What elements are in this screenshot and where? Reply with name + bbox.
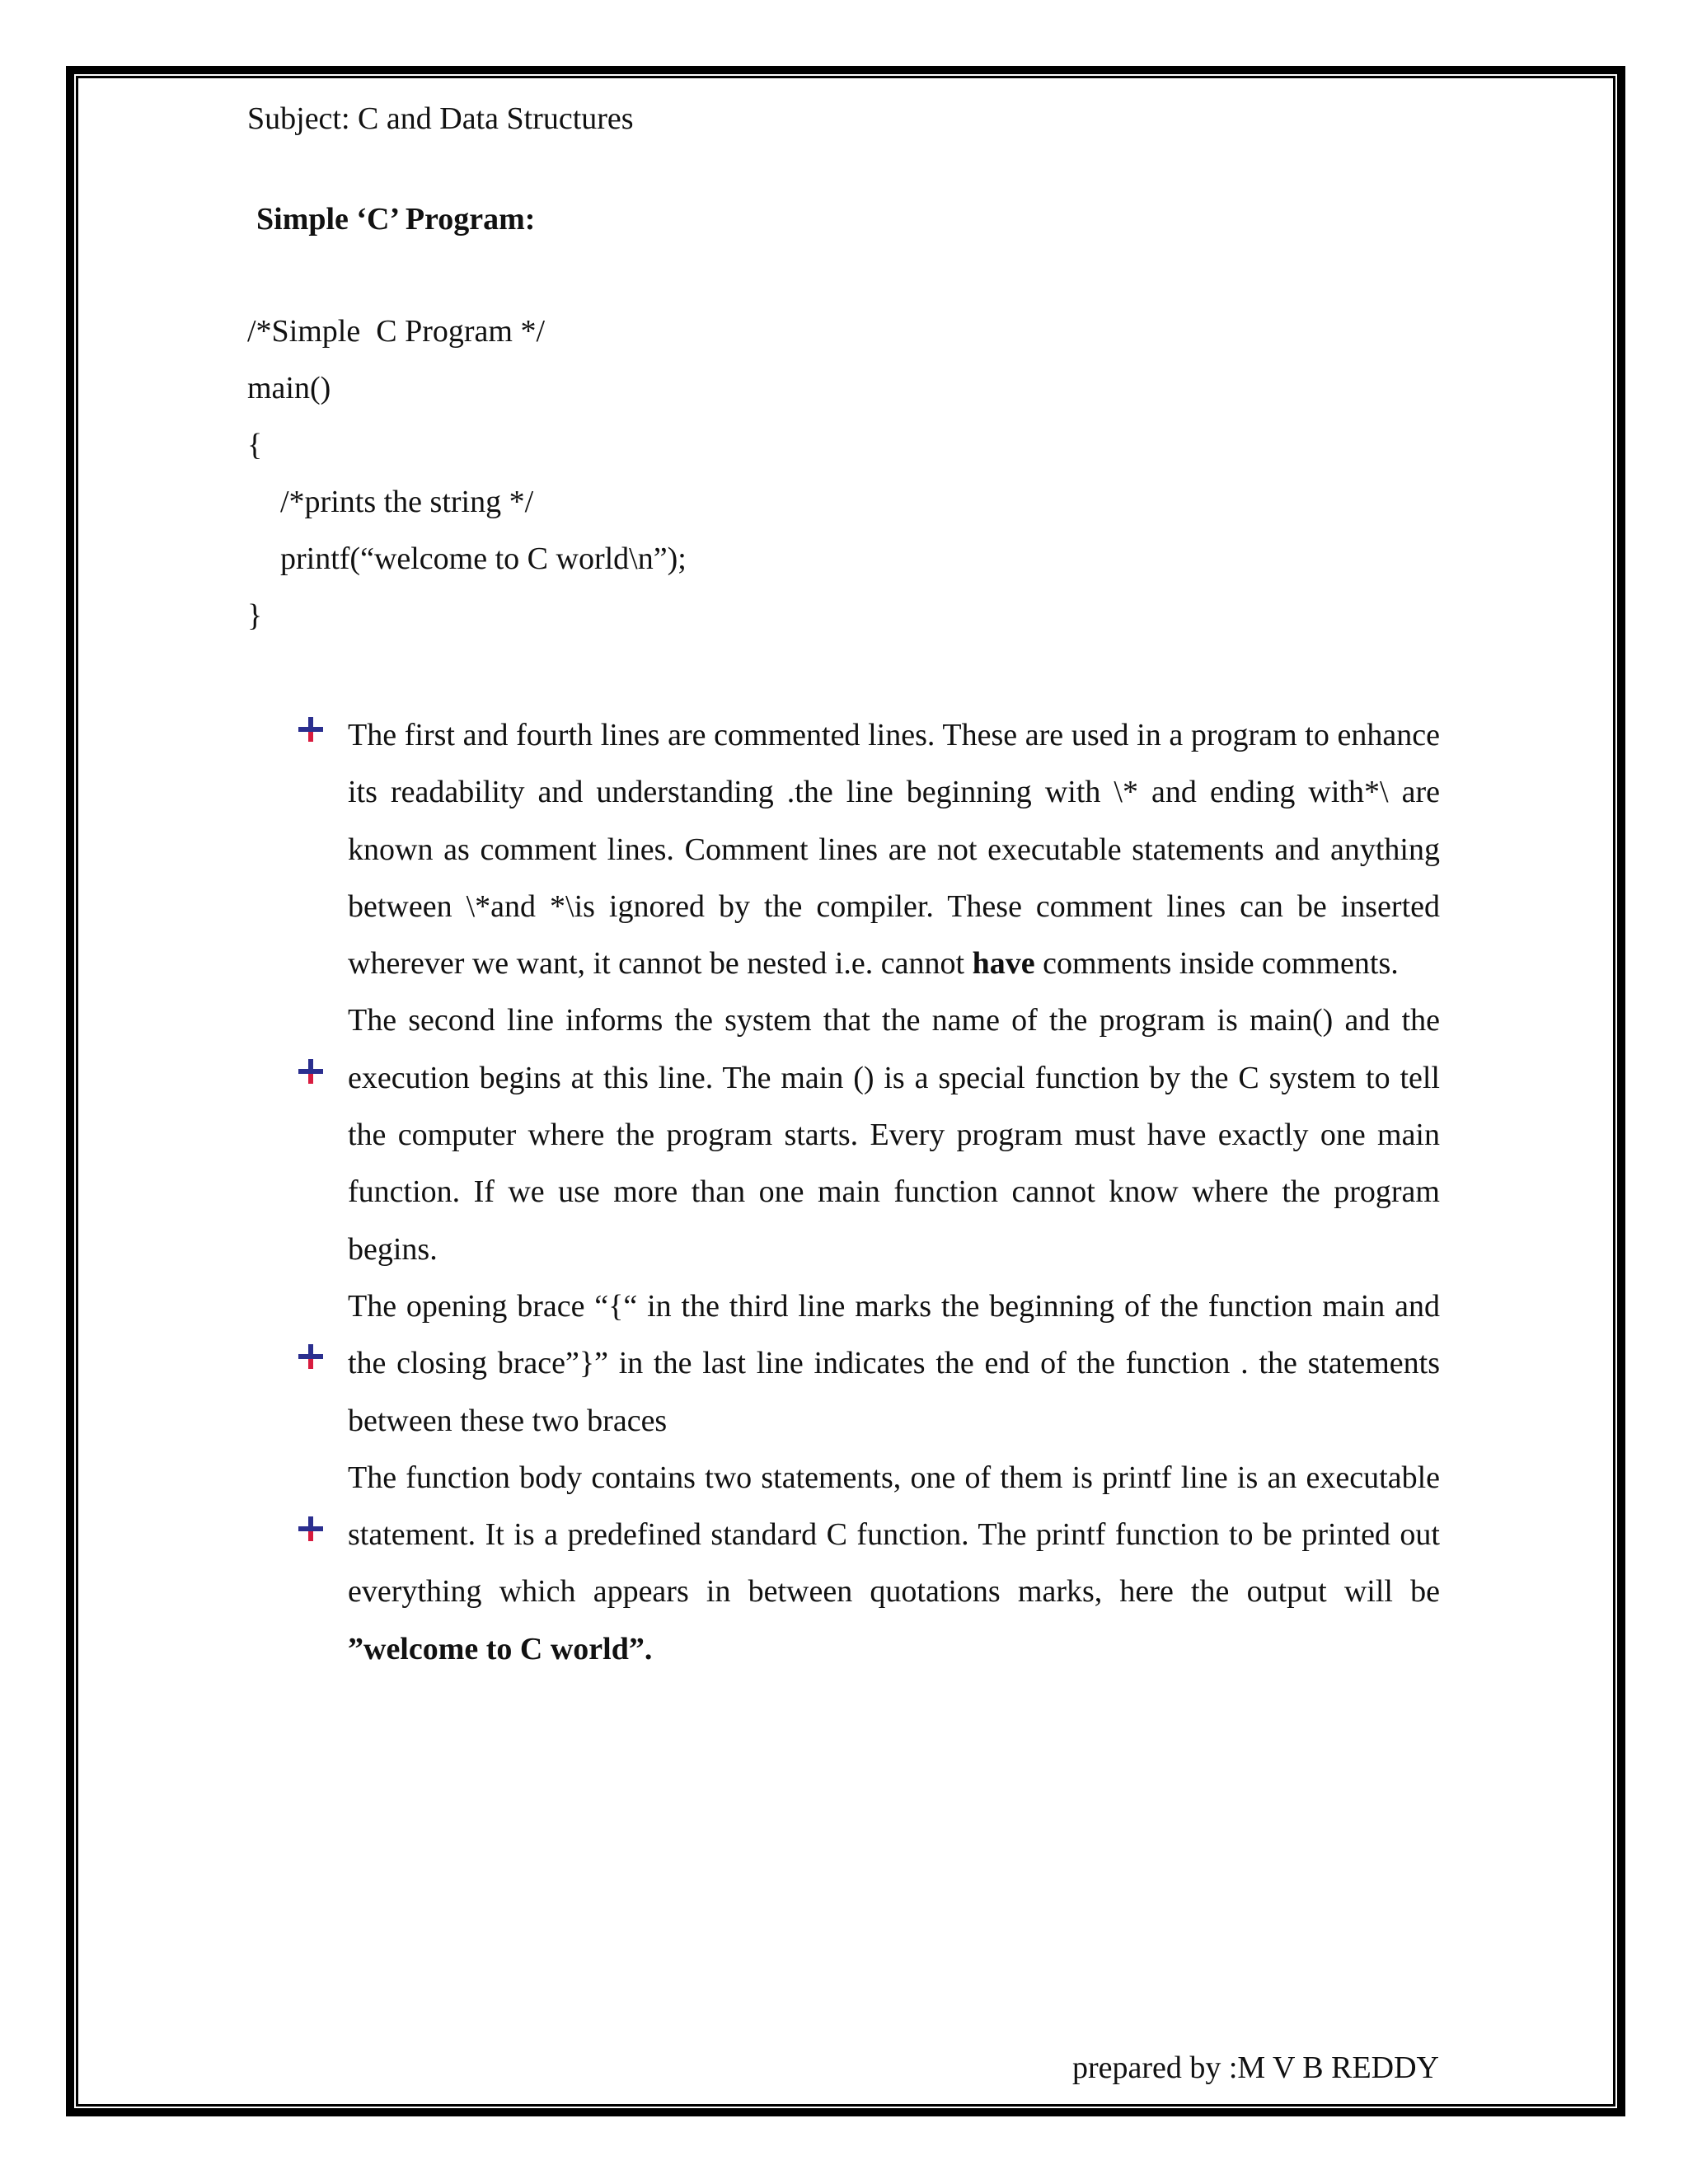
bullet-text: The second line informs the system that the name of the program is main() and the execution begins at this line. The main () is a special function by the C system to tell the computer where the program starts. Every program must have exactly one main function. If we use more than one main function cannot know where the program begins. xyxy=(348,1003,1440,1267)
code-line-printf: printf(“welcome to C world\n”); xyxy=(280,541,687,576)
code-line-main: main() xyxy=(247,371,331,405)
plus-arrow-bullet-icon xyxy=(297,1515,325,1543)
section-title: Simple ‘C’ Program: xyxy=(256,202,536,237)
bold-text: have xyxy=(972,946,1035,982)
bullet-text: comments inside comments. xyxy=(1034,946,1399,982)
bullet-text: The function body contains two statements, one of them is printf line is an executable statement. It is a predefined standard C function. The printf function to be printed out everything which appears in between quotations marks, here the output will be xyxy=(348,1460,1440,1610)
plus-arrow-bullet-icon xyxy=(297,1343,325,1371)
plus-arrow-bullet-icon xyxy=(297,715,325,743)
plus-arrow-bullet-icon xyxy=(297,1057,325,1085)
code-line-open-brace: { xyxy=(247,428,263,462)
subject-line: Subject: C and Data Structures xyxy=(247,101,634,136)
list-item xyxy=(348,707,1440,992)
bullet-text: The opening brace “{“ in the third line marks the beginning of the function main and the closing brace”}” in the last line indicates the end of the function . the statements between these two braces xyxy=(348,1288,1440,1438)
list-item xyxy=(348,992,1440,1277)
bold-text: ”welcome to C world”. xyxy=(348,1631,653,1666)
code-line-close-brace: } xyxy=(247,598,263,633)
list-item xyxy=(348,1450,1440,1678)
code-line-comment: /*Simple C Program */ xyxy=(247,314,545,349)
code-line-inner-comment: /*prints the string */ xyxy=(280,485,534,519)
list-item xyxy=(348,1278,1440,1450)
explanation-list xyxy=(348,707,1440,1678)
bullet-text: The first and fourth lines are commented lines. These are used in a program to enhance its readability and understanding .the line beginning with \* and ending with*\ are known as comment lines. Comment lines are not executable statements and anything between \*and *\is ignored by the compiler. These comment lines can be inserted wherever we want, it cannot be nested i.e. cannot xyxy=(348,718,1440,982)
footer-credit: prepared by :M V B REDDY xyxy=(1071,2050,1439,2085)
